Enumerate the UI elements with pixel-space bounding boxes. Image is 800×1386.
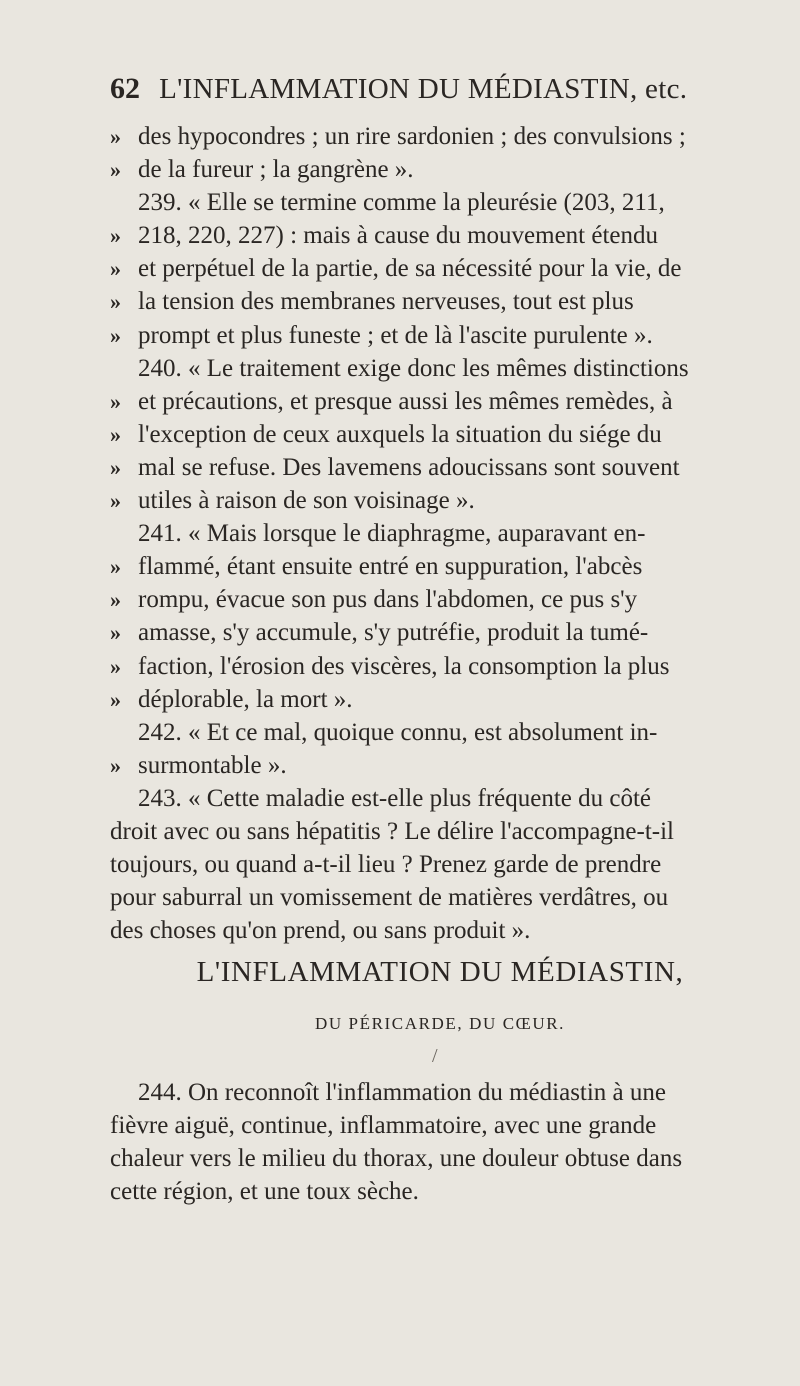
line-text: 244. On reconnoît l'inflammation du médiastin à une bbox=[138, 1079, 667, 1106]
text-line bbox=[110, 418, 790, 451]
text-line bbox=[110, 153, 790, 186]
line-text: 242. « Et ce mal, quoique connu, est absolument in- bbox=[138, 718, 658, 746]
text-line bbox=[110, 252, 790, 285]
section-subtitle: DU PÉRICARDE, DU CŒUR. bbox=[314, 1014, 566, 1033]
quote-mark: » bbox=[110, 223, 121, 249]
quote-mark: » bbox=[110, 157, 121, 183]
text-line bbox=[110, 683, 790, 716]
line-text: déplorable, la mort ». bbox=[138, 685, 353, 713]
text-line bbox=[110, 650, 790, 683]
line-text: prompt et plus funeste ; et de là l'ascite purulente ». bbox=[138, 321, 653, 349]
line-text: 241. « Mais lorsque le diaphragme, auparavant en- bbox=[138, 520, 646, 548]
page-header bbox=[110, 72, 770, 116]
line-text: cette région, et une toux sèche. bbox=[110, 1178, 419, 1206]
line-text: et perpétuel de la partie, de sa nécessité pour la vie, de bbox=[138, 255, 682, 283]
line-text: des hypocondres ; un rire sardonien ; des convulsions ; bbox=[138, 123, 686, 150]
line-text: 243. « Cette maladie est-elle plus fréquente du côté bbox=[138, 784, 652, 812]
text-line bbox=[110, 749, 790, 782]
stray-mark: / bbox=[432, 1045, 438, 1067]
text-line bbox=[110, 782, 790, 815]
text-line bbox=[110, 550, 790, 583]
line-text: flammé, étant ensuite entré en suppuration, l'abcès bbox=[138, 553, 643, 581]
quote-mark: » bbox=[110, 322, 121, 348]
line-text: droit avec ou sans hépatitis ? Le délire l'accompagne-t-il bbox=[110, 817, 675, 845]
text-line bbox=[110, 285, 790, 318]
text-line bbox=[110, 616, 790, 649]
page-number: 62 bbox=[110, 72, 140, 105]
text-line bbox=[110, 517, 790, 550]
line-text: fièvre aiguë, continue, inflammatoire, avec une grande bbox=[110, 1112, 657, 1140]
text-line bbox=[110, 716, 790, 749]
quote-mark: » bbox=[110, 454, 121, 480]
line-text: utiles à raison de son voisinage ». bbox=[138, 487, 475, 515]
quote-mark: » bbox=[110, 256, 121, 282]
body-text-bottom bbox=[110, 1076, 790, 1208]
text-line bbox=[110, 848, 790, 881]
text-line bbox=[110, 1142, 790, 1175]
text-line bbox=[110, 219, 790, 252]
text-line bbox=[110, 484, 790, 517]
line-text: et précautions, et presque aussi les mêmes remèdes, à bbox=[138, 387, 673, 415]
line-text: rompu, évacue son pus dans l'abdomen, ce pus s'y bbox=[138, 586, 638, 614]
quote-mark: » bbox=[110, 587, 121, 613]
quote-mark: » bbox=[110, 289, 121, 315]
line-text: chaleur vers le milieu du thorax, une douleur obtuse dans bbox=[110, 1145, 683, 1173]
quote-mark: » bbox=[110, 388, 121, 414]
quote-mark: » bbox=[110, 488, 121, 514]
quote-mark: » bbox=[110, 752, 121, 778]
text-line bbox=[110, 120, 790, 153]
line-text: la tension des membranes nerveuses, tout est plus bbox=[138, 288, 634, 316]
line-text: pour saburral un vomissement de matières verdâtres, ou bbox=[110, 884, 669, 912]
section-title: L'INFLAMMATION DU MÉDIASTIN, bbox=[196, 956, 684, 988]
text-line bbox=[110, 319, 790, 352]
text-line bbox=[110, 385, 790, 418]
text-line bbox=[110, 815, 790, 848]
text-line bbox=[110, 451, 790, 484]
quote-mark: » bbox=[110, 124, 121, 149]
line-text: toujours, ou quand a-t-il lieu ? Prenez garde de prendre bbox=[110, 851, 662, 879]
text-line bbox=[110, 1109, 790, 1142]
text-line bbox=[110, 583, 790, 616]
line-text: faction, l'érosion des viscères, la consomption la plus bbox=[138, 652, 670, 680]
quote-mark: » bbox=[110, 686, 121, 712]
running-title: L'INFLAMMATION DU MÉDIASTIN, etc. bbox=[159, 73, 688, 105]
text-line bbox=[110, 352, 790, 385]
quote-mark: » bbox=[110, 554, 121, 580]
quote-mark: » bbox=[110, 421, 121, 447]
line-text: amasse, s'y accumule, s'y putréfie, produit la tumé- bbox=[138, 619, 649, 647]
text-line bbox=[110, 914, 790, 947]
line-text: mal se refuse. Des lavemens adoucissans sont souvent bbox=[138, 453, 680, 481]
line-text: 239. « Elle se termine comme la pleurésie (203, 211, bbox=[138, 189, 665, 217]
line-text: 218, 220, 227) : mais à cause du mouvement étendu bbox=[138, 222, 659, 250]
quote-mark: » bbox=[110, 620, 121, 646]
line-text: de la fureur ; la gangrène ». bbox=[138, 156, 414, 184]
line-text: surmontable ». bbox=[138, 751, 287, 779]
line-text: des choses qu'on prend, ou sans produit ». bbox=[110, 917, 531, 945]
body-text-top bbox=[110, 120, 790, 947]
text-line bbox=[110, 1175, 790, 1208]
line-text: l'exception de ceux auxquels la situation du siége du bbox=[138, 420, 662, 448]
text-line bbox=[110, 1076, 790, 1109]
line-text: 240. « Le traitement exige donc les mêmes distinctions bbox=[138, 354, 689, 382]
quote-mark: » bbox=[110, 653, 121, 679]
text-line bbox=[110, 881, 790, 914]
text-line bbox=[110, 186, 790, 219]
